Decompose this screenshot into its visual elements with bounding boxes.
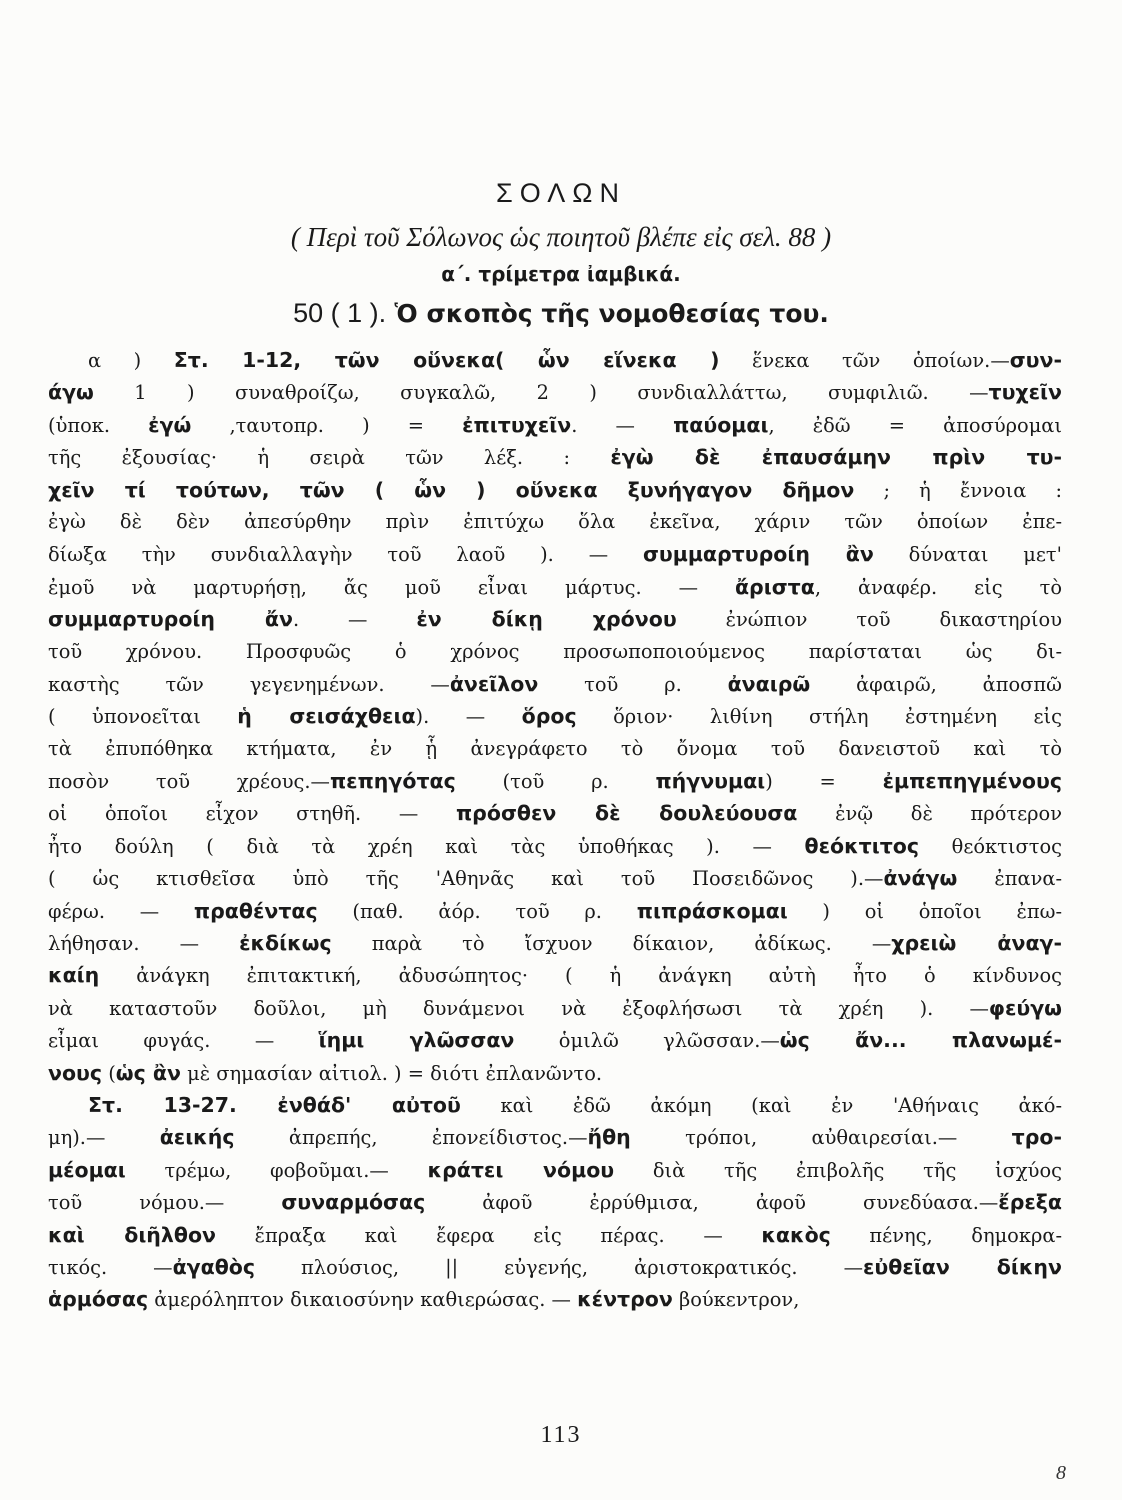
text-line: [48, 959, 1062, 991]
lemma: ἤθη: [587, 1125, 631, 1150]
lemma: πιπράσκομαι: [636, 898, 788, 923]
gloss: βούκεντρον,: [672, 1288, 800, 1312]
text-line: [48, 1154, 1062, 1186]
text-line: [48, 409, 1062, 441]
gloss: καστὴς τῶν γεγενημένων. —: [48, 672, 450, 696]
text-line: [48, 344, 1062, 376]
gloss: καὶ ἐδῶ ἀκόμη (καὶ ἐν 'Αθήναις ἀκό-: [460, 1093, 1062, 1117]
lemma: συν-: [1009, 348, 1062, 372]
page-title: ΣΟΛΩΝ: [496, 178, 626, 208]
gloss: ,ταυτοπρ. ) =: [191, 413, 463, 437]
gloss: ἀπρεπής, ἐπονείδιστος.—: [234, 1126, 588, 1150]
text-line: [48, 668, 1062, 700]
text-line: [48, 1251, 1062, 1283]
text-line: [48, 538, 1062, 570]
lemma: θεόκτιτος: [804, 833, 920, 858]
lemma: καίη: [48, 963, 100, 988]
lemma: πήγνυμαι: [655, 769, 766, 794]
gloss: μη).—: [48, 1126, 160, 1150]
lemma: μέομαι: [48, 1157, 126, 1182]
lemma: ἀναιρῶ: [727, 671, 811, 696]
lemma: ὡς ἂν: [115, 1060, 181, 1085]
gloss: ἀφοῦ ἐρρύθμισα, ἀφοῦ συνεδύασα.—: [425, 1191, 999, 1215]
gloss: τὰ ἐπυπόθηκα κτήματα, ἐν ᾗ ἀνεγράφετο τὸ ὄνομα τοῦ δανειστοῦ καὶ τὸ: [48, 736, 1062, 760]
gloss: θεόκτιστος: [919, 834, 1062, 858]
gloss: ἐνώπιον τοῦ δικαστηρίου: [676, 608, 1062, 632]
gloss: 1 ) συναθροίζω, συγκαλῶ, 2 ) συνδιαλλάττω, συμφιλιῶ. —: [93, 381, 989, 405]
gloss: ἀνάγκη ἐπιτακτική, ἀδυσώπητος· ( ἡ ἀνάγκη αὐτὴ ἦτο ὁ κίνδυνος: [99, 964, 1062, 988]
text-line: [48, 441, 1062, 473]
gloss: εἶμαι φυγάς. —: [48, 1029, 319, 1053]
lemma: Στ. 1-12, τῶν οὕνεκα( ὧν εἵνεκα ): [173, 348, 720, 372]
text-line: [48, 376, 1062, 408]
gloss: ὅριον· λιθίνη στήλη ἐστημένη εἰς: [576, 705, 1062, 729]
text-line: [48, 830, 1062, 862]
gloss: νὰ καταστοῦν δοῦλοι, μὴ δυνάμενοι νὰ ἐξοφλήσωσι τὰ χρέη ). —: [48, 996, 989, 1020]
gloss: ) =: [765, 770, 883, 794]
text-line: [48, 603, 1062, 635]
gloss: , ἀναφέρ. εἰς τὸ: [814, 575, 1062, 599]
lemma: ἀεικής: [159, 1125, 235, 1150]
gloss: πένης, δημοκρα-: [830, 1223, 1063, 1247]
lemma: πρόσθεν δὲ δουλεύουσα: [455, 801, 798, 826]
gloss: ἐμοῦ νὰ μαρτυρήσῃ, ἄς μοῦ εἶναι μάρτυς. —: [48, 575, 735, 599]
gloss: οἱ ὁποῖοι εἶχον στηθῆ. —: [48, 802, 456, 826]
gloss: ( ὑπονοεῖται: [48, 705, 238, 729]
lemma: συμμαρτυροίη ἂν: [642, 542, 874, 567]
lemma: κέντρον: [577, 1287, 673, 1312]
gloss: ἕνεκα τῶν ὁποίων.—: [719, 349, 1010, 372]
gloss: δίωξα τὴν συνδιαλλαγὴν τοῦ λαοῦ ). —: [48, 543, 643, 567]
text-line: [48, 1219, 1062, 1251]
gloss: ἀμερόληπτον δικαιοσύνην καθιερώσας. —: [148, 1288, 578, 1312]
gloss: ἐνῷ δὲ πρότερον: [797, 802, 1062, 826]
gloss: πλούσιος, || εὐγενής, ἀριστοκρατικός. —: [255, 1255, 864, 1279]
gloss: (παθ. ἀόρ. τοῦ ρ.: [317, 899, 637, 923]
lemma: ἀνάγω: [883, 866, 958, 891]
lemma: παύομαι: [673, 412, 769, 437]
gloss: τρόποι, αὐθαιρεσίαι.—: [630, 1126, 1012, 1150]
lemma: τυχεῖν: [988, 380, 1062, 405]
lemma: ἵημι γλῶσσαν: [318, 1028, 515, 1053]
gloss: ποσὸν τοῦ χρέους.—: [48, 770, 330, 794]
lemma: ἀγαθὸς: [172, 1254, 256, 1279]
lemma: ἐγώ: [148, 412, 192, 437]
lemma: ἄριστα: [734, 574, 815, 599]
text-line: [48, 474, 1062, 506]
text-line: [48, 862, 1062, 894]
gloss: ἔπραξα καὶ ἔφερα εἰς πέρας. —: [216, 1223, 762, 1247]
lemma: ἁρμόσας: [48, 1287, 149, 1312]
lemma: ὅρος: [521, 704, 577, 729]
gloss: (ὑποκ.: [48, 413, 149, 437]
lemma: ἐκδίκως: [239, 931, 332, 956]
gloss: ἦτο δούλη ( διὰ τὰ χρέη καὶ τὰς ὑποθήκας ). —: [48, 834, 805, 858]
gloss: τρέμω, φοβοῦμαι.—: [125, 1158, 428, 1182]
gloss: μὲ σημασίαν αἰτιολ. ) = διότι ἐπλανῶντο.: [180, 1061, 603, 1085]
gloss: τῆς ἐξουσίας· ἡ σειρὰ τῶν λέξ. :: [48, 446, 611, 470]
gloss: φέρω. —: [48, 899, 194, 923]
lemma: ἐμπεπηγμένους: [882, 769, 1063, 794]
lemma: πραθέντας: [193, 898, 318, 923]
lemma: ἀνεῖλον: [449, 671, 539, 696]
text-line: [48, 1057, 1062, 1089]
gloss: ἀφαιρῶ, ἀποσπῶ: [810, 672, 1062, 696]
lemma: ἡ σεισάχθεια: [237, 704, 416, 729]
lemma: ὡς ἄν... πλανωμέ-: [779, 1028, 1062, 1053]
text-line: [48, 992, 1062, 1024]
gloss: παρὰ τὸ ἴσχυον δίκαιον, ἀδίκως. —: [331, 932, 892, 956]
poem-title: Ὁ σκοπὸς τῆς νομοθεσίας του.: [394, 299, 829, 328]
lemma: κράτει νόμου: [427, 1157, 615, 1182]
gloss: δύναται μετ': [873, 543, 1062, 567]
gloss: ) οἱ ὁποῖοι ἐπω-: [787, 899, 1063, 923]
text-line: [48, 1121, 1062, 1153]
page-subtitle: ( Περὶ τοῦ Σόλωνος ὡς ποιητοῦ βλέπε εἰς σελ. 88 ): [290, 222, 832, 252]
lemma: άγω: [48, 380, 94, 405]
gloss: διὰ τῆς ἐπιβολῆς τῆς ἰσχύος: [614, 1158, 1062, 1182]
text-line: [48, 636, 1062, 668]
lemma: ἐν δίκῃ χρόνου: [416, 607, 677, 632]
lemma: ἐγὼ δὲ ἐπαυσάμην πρὶν τυ-: [610, 445, 1063, 470]
lemma: φεύγω: [988, 995, 1062, 1020]
text-line: [48, 733, 1062, 765]
lemma: Στ. 13-27. ἐνθάδ' αὐτοῦ: [88, 1092, 461, 1117]
text-line: [48, 571, 1062, 603]
text-line: [48, 1024, 1062, 1056]
gloss: ὁμιλῶ γλῶσσαν.—: [514, 1029, 780, 1053]
gloss: τοῦ ρ.: [538, 672, 728, 696]
text-line: [48, 797, 1062, 829]
poem-heading: [0, 298, 1122, 329]
text-line: [48, 765, 1062, 797]
gloss: ; ἡ ἔννοια :: [854, 478, 1062, 502]
lemma: συμμαρτυροίη ἄν: [48, 607, 293, 632]
text-line: [48, 700, 1062, 732]
gloss: ( ὡς κτισθεῖσα ὑπὸ τῆς 'Αθηνᾶς καὶ τοῦ Ποσειδῶνος ).—: [48, 867, 884, 891]
text-line: [48, 927, 1062, 959]
gloss: τικός. —: [48, 1255, 173, 1279]
gloss: ἐγὼ δὲ δὲν ἀπεσύρθην πρὶν ἐπιτύχω ὅλα ἐκεῖνα, χάριν τῶν ὁποίων ἐπε-: [48, 509, 1062, 533]
gloss: ἐπανα-: [957, 867, 1063, 891]
text-line: [48, 1186, 1062, 1218]
lemma: ἔρεξα: [998, 1190, 1062, 1215]
poem-number: 50 ( 1 ).: [293, 298, 387, 328]
meter-heading: α΄. τρίμετρα ἰαμβικά.: [441, 262, 681, 286]
gloss: . —: [571, 413, 674, 437]
gloss: (: [102, 1061, 116, 1085]
lemma: εὐθεῖαν δίκην: [863, 1254, 1062, 1279]
lemma: χρειὼ ἀναγ-: [891, 931, 1062, 956]
lemma: κακὸς: [761, 1222, 831, 1247]
lemma: νους: [48, 1060, 103, 1085]
gloss: ). —: [415, 705, 522, 729]
gloss: (τοῦ ρ.: [455, 770, 656, 794]
signature-mark: 8: [1056, 1462, 1066, 1484]
gloss: τοῦ νόμου.—: [48, 1191, 282, 1215]
text-line: [48, 1283, 1062, 1315]
lemma: καὶ διῆλθον: [48, 1222, 217, 1247]
page-number: 113: [540, 1422, 582, 1448]
gloss: . —: [292, 608, 417, 632]
gloss: τοῦ χρόνου. Προσφυῶς ὁ χρόνος προσωποποιούμενος παρίσταται ὡς δι-: [48, 639, 1062, 663]
gloss: , ἐδῶ = ἀποσύρομαι: [768, 413, 1063, 437]
gloss: λήθησαν. —: [48, 932, 240, 956]
text-line: [48, 895, 1062, 927]
text-line: [48, 506, 1062, 538]
lemma: πεπηγότας: [329, 769, 456, 794]
text-line: [48, 1089, 1062, 1121]
lemma: χεῖν τί τούτων, τῶν ( ὧν ) οὕνεκα ξυνήγαγον δῆμον: [48, 477, 855, 502]
lemma: τρο-: [1011, 1125, 1062, 1150]
commentary-text: [48, 344, 1062, 1316]
lemma: ἐπιτυχεῖν: [462, 412, 572, 437]
gloss: α ): [88, 349, 174, 372]
lemma: συναρμόσας: [281, 1190, 426, 1215]
